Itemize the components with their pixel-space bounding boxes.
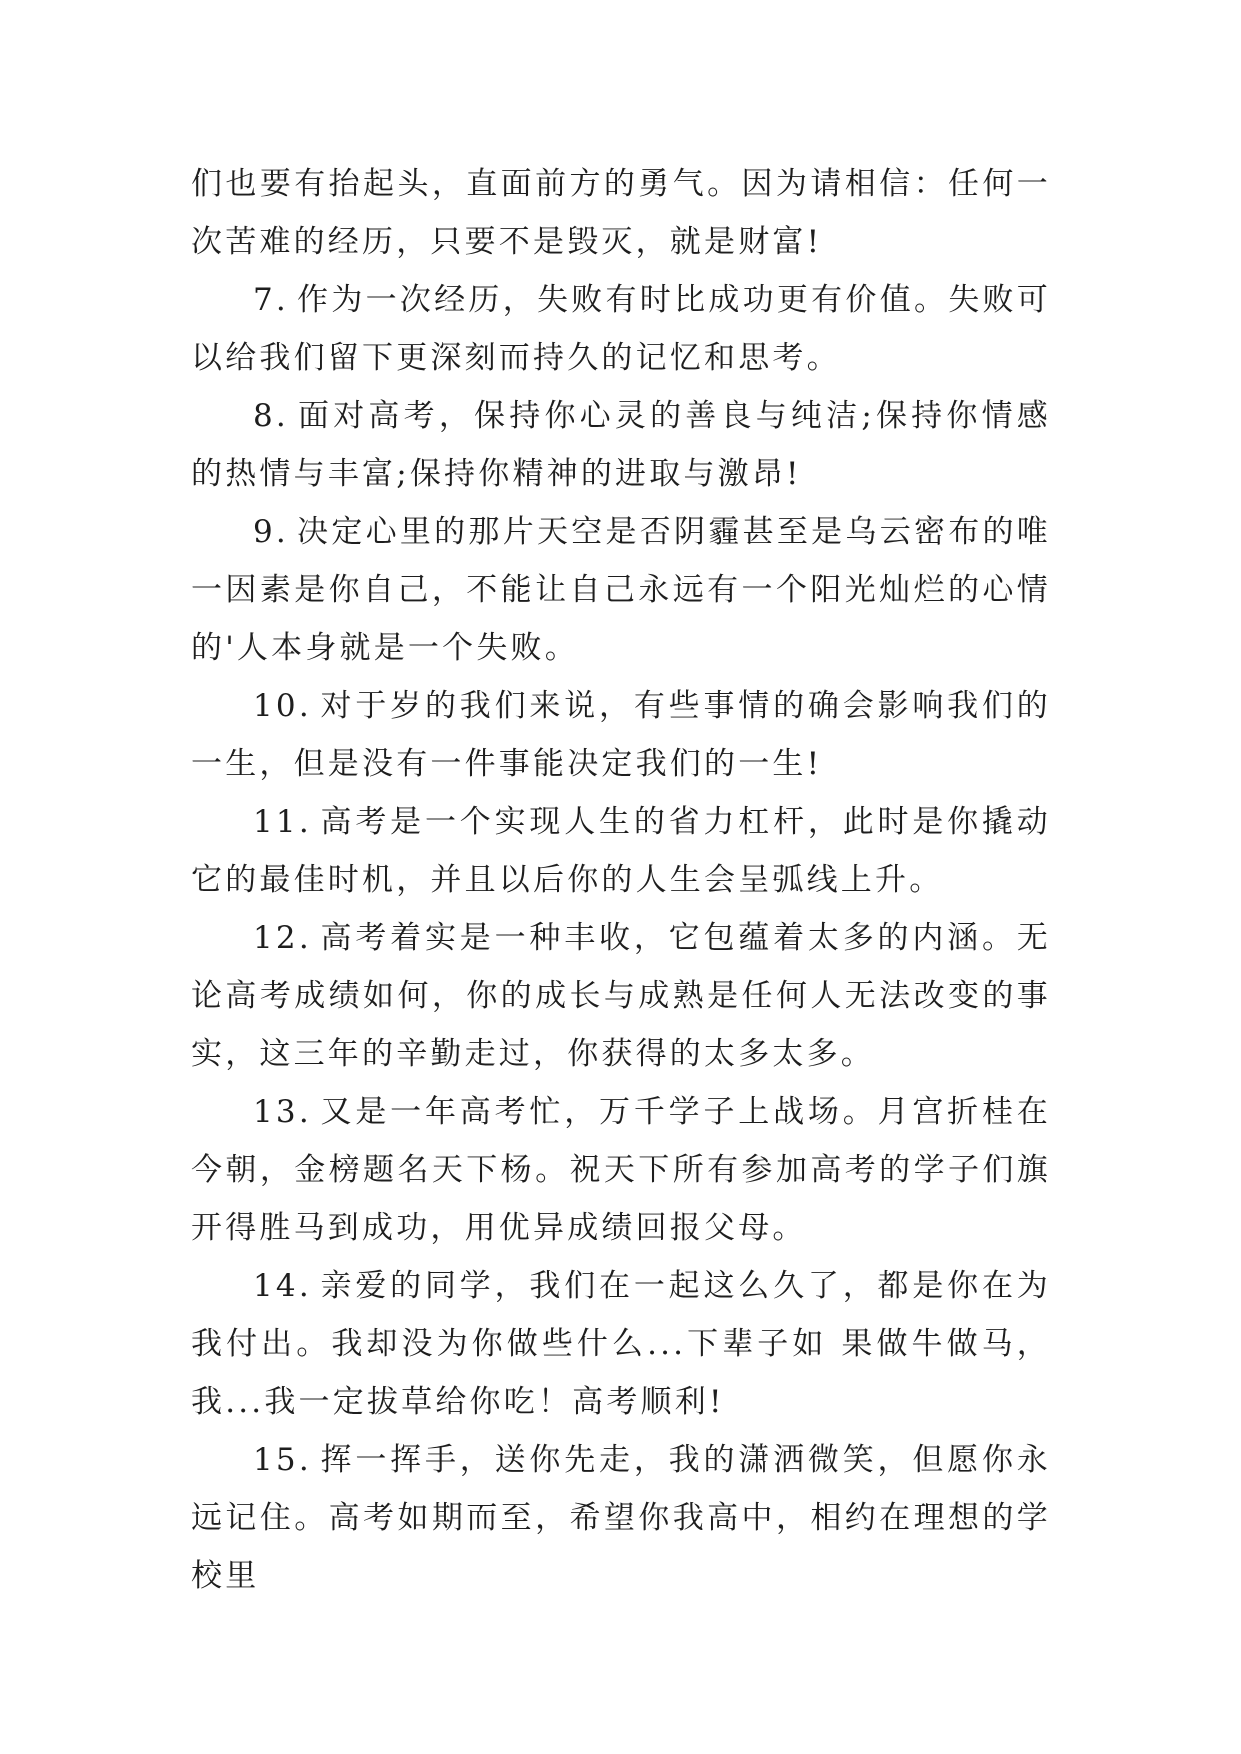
paragraph-continued	[191, 155, 1051, 271]
paragraph-number: 13.	[253, 1094, 312, 1130]
paragraph-8	[191, 387, 1051, 503]
paragraph-number: 9.	[253, 514, 289, 550]
paragraph-text: 对于岁的我们来说，有些事情的确会影响我们的一生，但是没有一件事能决定我们的一生!	[191, 688, 1051, 782]
paragraph-text: 作为一次经历，失败有时比成功更有价值。失败可以给我们留下更深刻而持久的记忆和思考。	[191, 282, 1051, 376]
paragraph-14	[191, 1257, 1051, 1431]
paragraph-number: 14.	[253, 1268, 312, 1304]
paragraph-text: 挥一挥手，送你先走，我的潇洒微笑，但愿你永远记住。高考如期而至，希望你我高中，相约在理想的学校里	[191, 1442, 1051, 1594]
paragraph-15	[191, 1431, 1051, 1605]
paragraph-12	[191, 909, 1051, 1083]
paragraph-number: 8.	[253, 398, 289, 434]
paragraph-text: 高考着实是一种丰收，它包蕴着太多的内涵。无论高考成绩如何，你的成长与成熟是任何人无法改变的事实，这三年的辛勤走过，你获得的太多太多。	[191, 920, 1051, 1072]
paragraph-text: 面对高考，保持你心灵的善良与纯洁;保持你情感的热情与丰富;保持你精神的进取与激昂!	[191, 398, 1051, 492]
paragraph-9	[191, 503, 1051, 677]
paragraph-number: 10.	[253, 688, 312, 724]
paragraph-number: 12.	[253, 920, 312, 956]
paragraph-text: 们也要有抬起头，直面前方的勇气。因为请相信：任何一次苦难的经历，只要不是毁灭，就是财富!	[191, 166, 1051, 260]
paragraph-number: 7.	[253, 282, 289, 318]
paragraph-text: 又是一年高考忙，万千学子上战场。月宫折桂在今朝，金榜题名天下杨。祝天下所有参加高考的学子们旗开得胜马到成功，用优异成绩回报父母。	[191, 1094, 1051, 1246]
paragraph-13	[191, 1083, 1051, 1257]
document-body	[191, 155, 1051, 1605]
paragraph-text: 决定心里的那片天空是否阴霾甚至是乌云密布的唯一因素是你自己，不能让自己永远有一个阳光灿烂的心情的'人本身就是一个失败。	[191, 514, 1051, 666]
paragraph-11	[191, 793, 1051, 909]
paragraph-text: 高考是一个实现人生的省力杠杆，此时是你撬动它的最佳时机，并且以后你的人生会呈弧线上升。	[191, 804, 1051, 898]
paragraph-number: 11.	[253, 804, 312, 840]
paragraph-number: 15.	[253, 1442, 312, 1478]
paragraph-text: 亲爱的同学，我们在一起这么久了，都是你在为我付出。我却没为你做些什么...下辈子如 果做牛做马，我...我一定拔草给你吃！高考顺利!	[191, 1268, 1051, 1420]
paragraph-10	[191, 677, 1051, 793]
paragraph-7	[191, 271, 1051, 387]
